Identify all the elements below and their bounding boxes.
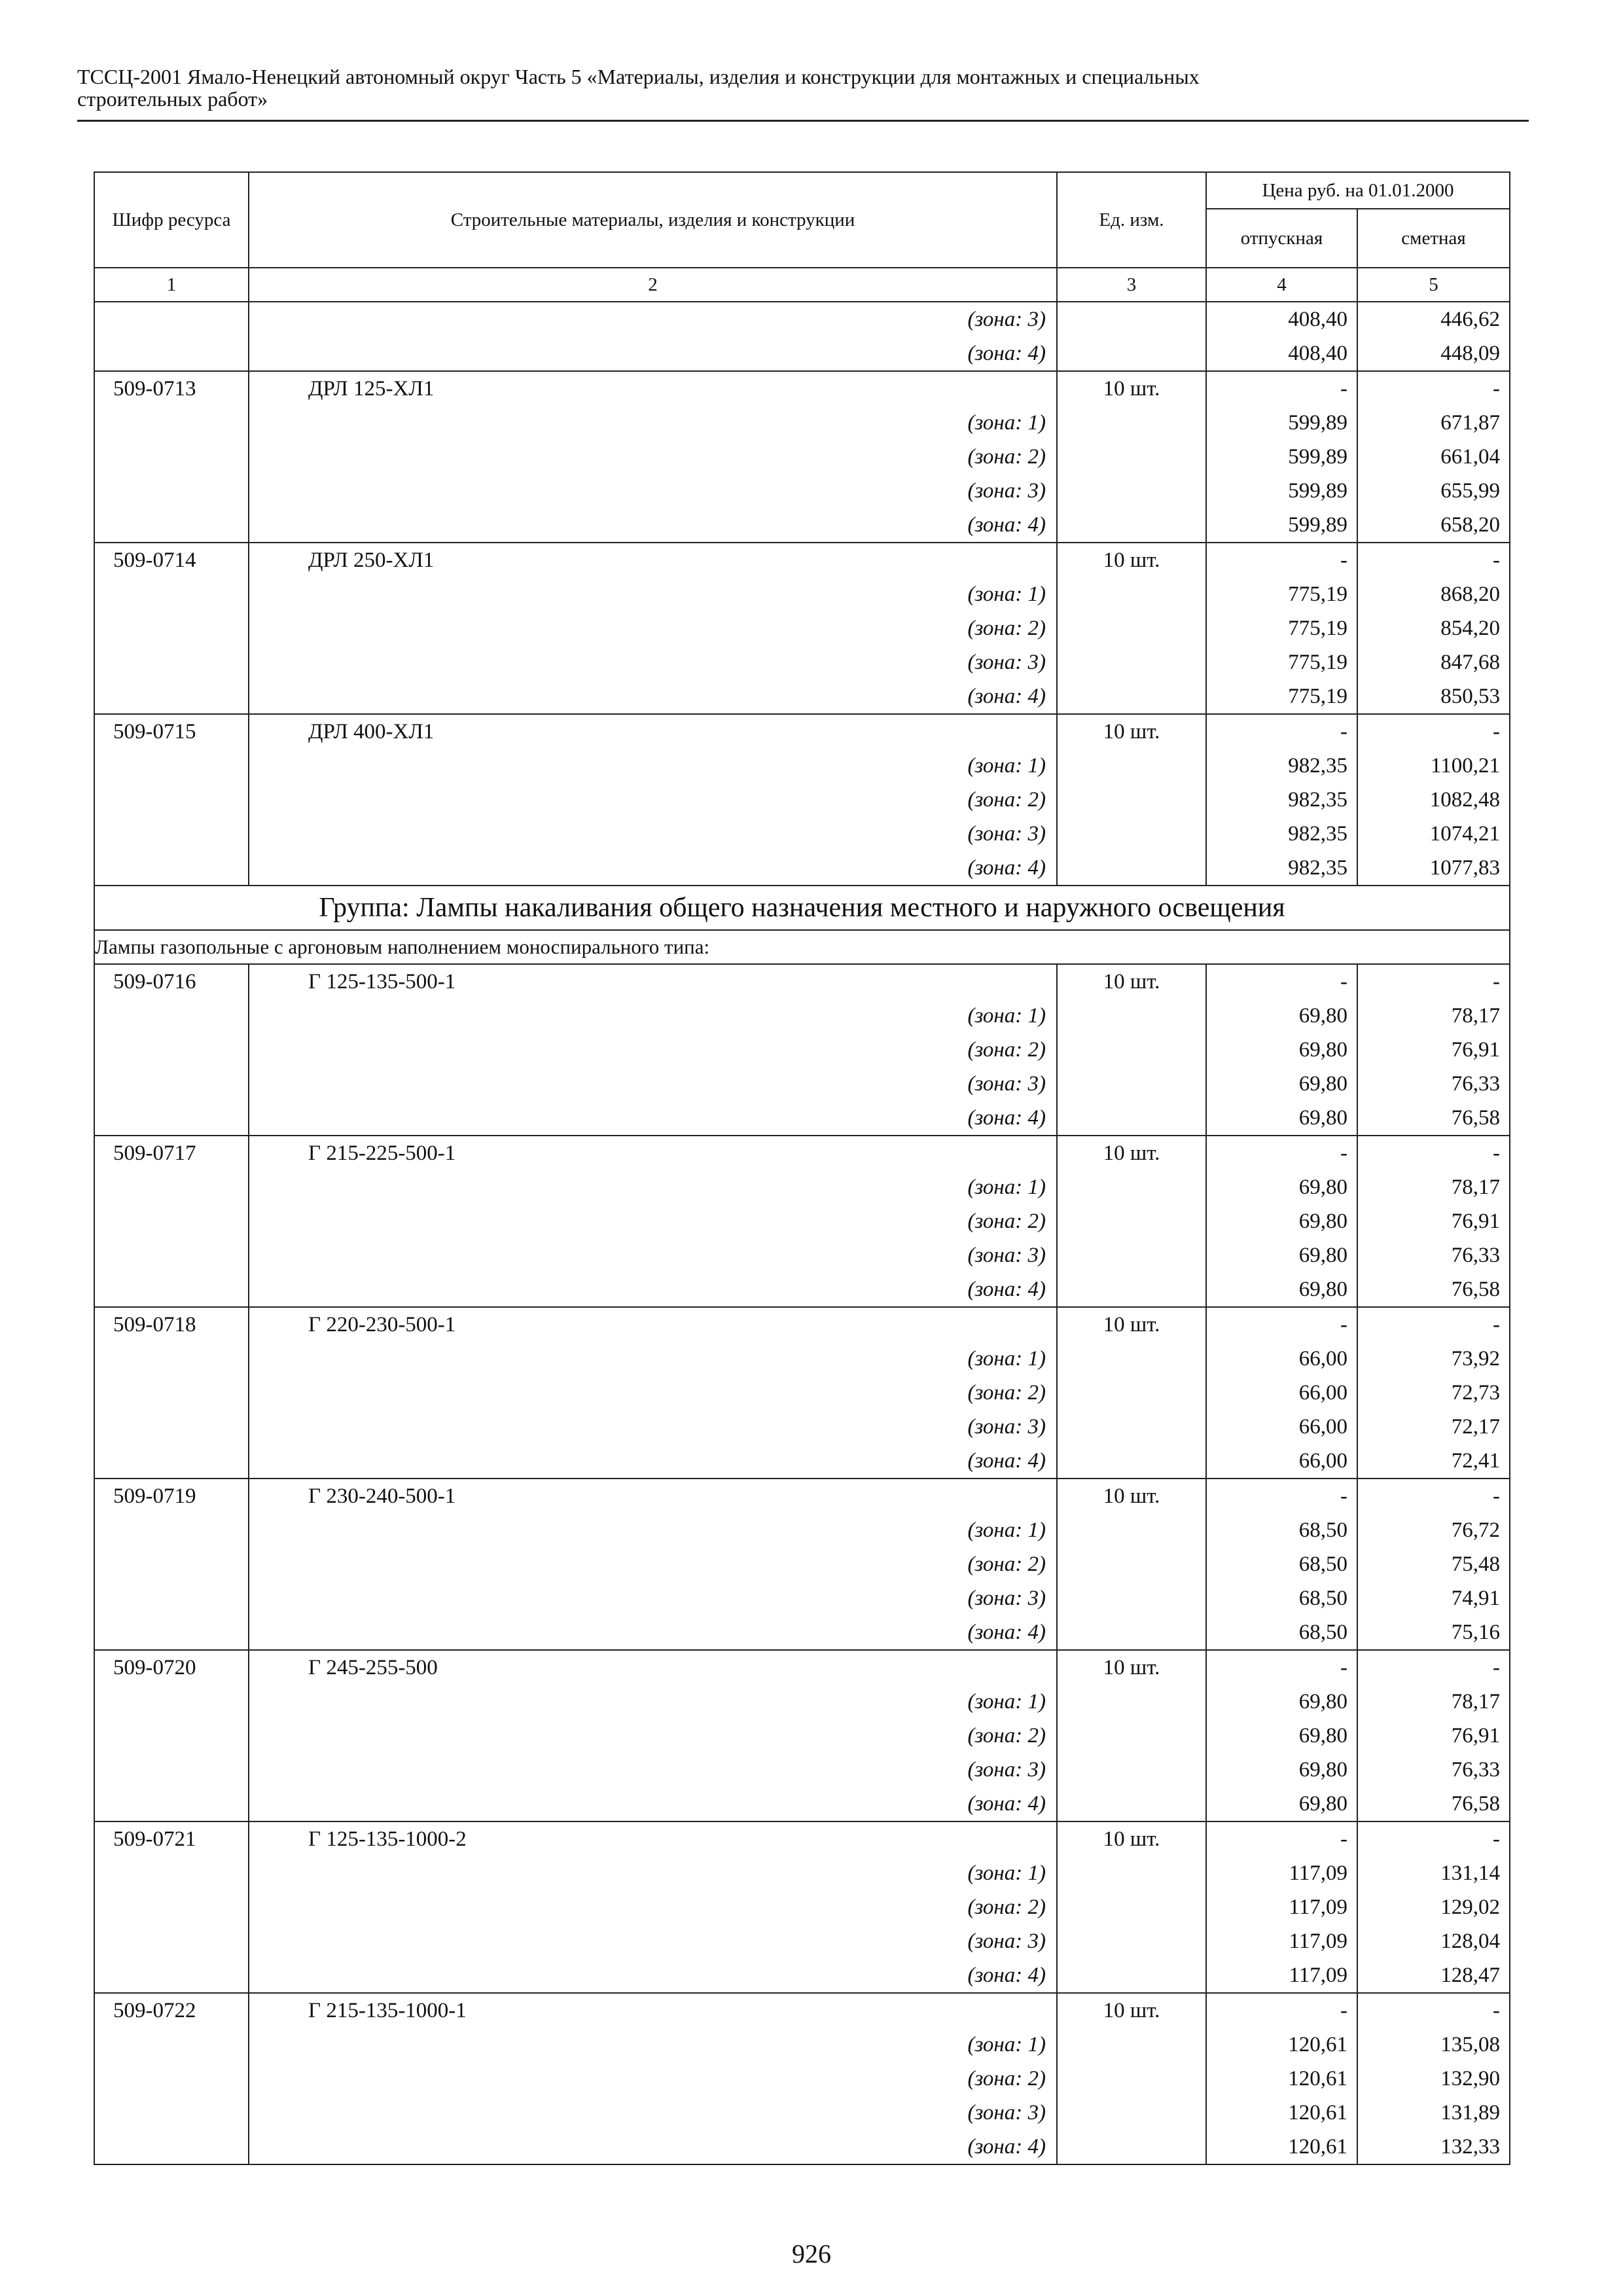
column-numbers-row <box>94 268 1510 302</box>
table-row <box>94 1136 1510 1307</box>
release-price: 117,09 <box>1289 1964 1347 1987</box>
resource-code: 509-0718 <box>113 1313 196 1336</box>
release-price: - <box>1340 1313 1347 1336</box>
material-name-cell <box>249 1821 1057 1993</box>
estimate-price: 131,14 <box>1440 1861 1500 1885</box>
table-row <box>94 371 1510 543</box>
material-name: ДРЛ 250-ХЛ1 <box>308 548 435 572</box>
release-price: 408,40 <box>1288 308 1347 331</box>
col-number: 2 <box>249 268 1057 302</box>
material-name: Г 125-135-1000-2 <box>308 1827 467 1851</box>
zone-label: (зона: 4) <box>967 513 1046 537</box>
zone-label: (зона: 1) <box>967 1690 1046 1713</box>
estimate-price: 76,72 <box>1451 1518 1500 1542</box>
release-price: 120,61 <box>1288 2101 1347 2125</box>
unit-cell <box>1057 714 1206 886</box>
estimate-price: 854,20 <box>1440 617 1500 640</box>
unit-value: 10 шт. <box>1103 1313 1160 1336</box>
material-name: Г 245-255-500 <box>308 1656 438 1679</box>
estimate-price: 1077,83 <box>1429 856 1500 880</box>
release-price: 982,35 <box>1288 856 1347 880</box>
zone-label: (зона: 1) <box>967 754 1046 778</box>
resource-code-cell <box>94 1993 249 2164</box>
zone-label: (зона: 1) <box>967 411 1046 435</box>
release-price-cell <box>1206 371 1357 543</box>
zone-label: (зона: 1) <box>967 1347 1046 1371</box>
material-name-cell <box>249 964 1057 1136</box>
estimate-price: - <box>1493 548 1500 572</box>
estimate-price: 76,91 <box>1451 1038 1500 1062</box>
estimate-price-cell <box>1357 302 1510 371</box>
estimate-price: 76,58 <box>1451 1792 1500 1816</box>
col-header-code: Шифр ресурса <box>94 172 249 268</box>
table-row <box>94 1479 1510 1650</box>
release-price: 69,80 <box>1298 1072 1347 1096</box>
header-line-1: ТССЦ-2001 Ямало-Ненецкий автономный округ Часть 5 «Материалы, изделия и конструкции для монтажных и специальных <box>77 65 1200 88</box>
zone-label: (зона: 1) <box>967 1861 1046 1885</box>
release-price-cell <box>1206 1821 1357 1993</box>
zone-label: (зона: 3) <box>967 479 1046 503</box>
estimate-price: 868,20 <box>1440 583 1500 606</box>
estimate-price: 78,17 <box>1451 1004 1500 1028</box>
estimate-price: 1074,21 <box>1429 822 1500 846</box>
release-price: 68,50 <box>1298 1518 1347 1542</box>
col-number: 3 <box>1057 268 1206 302</box>
release-price-cell <box>1206 1479 1357 1650</box>
zone-label: (зона: 1) <box>967 1175 1046 1199</box>
estimate-price: 76,33 <box>1451 1758 1500 1782</box>
release-price: 775,19 <box>1288 651 1347 674</box>
estimate-price: 1082,48 <box>1429 788 1500 812</box>
header-line-2: строительных работ» <box>77 87 268 111</box>
estimate-price: 76,33 <box>1451 1072 1500 1096</box>
material-name: Г 220-230-500-1 <box>308 1313 456 1336</box>
release-price: 69,80 <box>1298 1244 1347 1267</box>
material-name-cell <box>249 371 1057 543</box>
continuation-row <box>94 302 1510 371</box>
release-price-cell <box>1206 543 1357 714</box>
release-price: 69,80 <box>1298 1106 1347 1130</box>
unit-value: 10 шт. <box>1103 970 1160 994</box>
release-price: 68,50 <box>1298 1621 1347 1644</box>
estimate-price: 661,04 <box>1440 445 1500 469</box>
release-price: - <box>1340 1827 1347 1851</box>
zone-label: (зона: 4) <box>967 342 1046 365</box>
release-price: 66,00 <box>1298 1415 1347 1439</box>
material-name-cell <box>249 302 1057 371</box>
table-row <box>94 964 1510 1136</box>
estimate-price: 76,91 <box>1451 1724 1500 1748</box>
release-price-cell <box>1206 302 1357 371</box>
release-price-cell <box>1206 964 1357 1136</box>
resource-code: 509-0720 <box>113 1656 196 1679</box>
release-price: - <box>1340 1999 1347 2022</box>
price-table <box>94 171 1510 2165</box>
estimate-price: 655,99 <box>1440 479 1500 503</box>
table-row <box>94 1993 1510 2164</box>
estimate-price: - <box>1493 970 1500 994</box>
release-price: 120,61 <box>1288 2033 1347 2056</box>
zone-label: (зона: 4) <box>967 1964 1046 1987</box>
material-name: ДРЛ 400-ХЛ1 <box>308 720 435 744</box>
col-header-estimate: сметная <box>1357 209 1510 268</box>
release-price-cell <box>1206 1307 1357 1479</box>
zone-label: (зона: 3) <box>967 822 1046 846</box>
subgroup-title: Лампы газопольные с аргоновым наполнением моноспирального типа: <box>94 930 1510 964</box>
zone-label: (зона: 2) <box>967 445 1046 469</box>
release-price: 69,80 <box>1298 1792 1347 1816</box>
estimate-price: - <box>1493 1656 1500 1679</box>
resource-code-cell <box>94 714 249 886</box>
release-price-cell <box>1206 1136 1357 1307</box>
material-name: Г 215-135-1000-1 <box>308 1999 467 2022</box>
col-header-name: Строительные материалы, изделия и конструкции <box>249 172 1057 268</box>
zone-label: (зона: 3) <box>967 1415 1046 1439</box>
page-number: 926 <box>792 2239 831 2269</box>
material-name-cell <box>249 543 1057 714</box>
col-number: 4 <box>1206 268 1357 302</box>
zone-label: (зона: 2) <box>967 788 1046 812</box>
unit-cell <box>1057 1479 1206 1650</box>
material-name: ДРЛ 125-ХЛ1 <box>308 377 435 401</box>
estimate-price: 75,16 <box>1451 1621 1500 1644</box>
release-price: 69,80 <box>1298 1004 1347 1028</box>
estimate-price: 128,47 <box>1440 1964 1500 1987</box>
estimate-price-cell <box>1357 1993 1510 2164</box>
material-name: Г 215-225-500-1 <box>308 1141 456 1165</box>
release-price: 66,00 <box>1298 1381 1347 1405</box>
unit-cell <box>1057 371 1206 543</box>
resource-code-cell <box>94 1650 249 1821</box>
material-name-cell <box>249 1993 1057 2164</box>
estimate-price: 671,87 <box>1440 411 1500 435</box>
resource-code: 509-0716 <box>113 970 196 994</box>
zone-label: (зона: 2) <box>967 1724 1046 1748</box>
table-row <box>94 1307 1510 1479</box>
zone-label: (зона: 3) <box>967 308 1046 331</box>
subgroup-title-row <box>94 930 1510 964</box>
release-price-cell <box>1206 1650 1357 1821</box>
release-price: - <box>1340 548 1347 572</box>
estimate-price: 132,33 <box>1440 2135 1500 2159</box>
col-header-unit: Ед. изм. <box>1057 172 1206 268</box>
estimate-price: 448,09 <box>1440 342 1500 365</box>
release-price: 69,80 <box>1298 1724 1347 1748</box>
header-rule <box>77 120 1529 122</box>
estimate-price: 72,73 <box>1451 1381 1500 1405</box>
release-price: 66,00 <box>1298 1347 1347 1371</box>
resource-code: 509-0721 <box>113 1827 196 1851</box>
zone-label: (зона: 1) <box>967 2033 1046 2056</box>
release-price: - <box>1340 970 1347 994</box>
unit-cell <box>1057 1821 1206 1993</box>
group-title: Группа: Лампы накаливания общего назначения местного и наружного освещения <box>94 886 1510 930</box>
unit-cell <box>1057 1136 1206 1307</box>
resource-code-cell <box>94 964 249 1136</box>
resource-code-cell <box>94 302 249 371</box>
zone-label: (зона: 3) <box>967 1758 1046 1782</box>
table-row <box>94 1650 1510 1821</box>
estimate-price-cell <box>1357 1650 1510 1821</box>
unit-cell <box>1057 1307 1206 1479</box>
unit-cell <box>1057 964 1206 1136</box>
estimate-price: 850,53 <box>1440 685 1500 708</box>
zone-label: (зона: 1) <box>967 1004 1046 1028</box>
page-header <box>77 65 1529 110</box>
release-price: 69,80 <box>1298 1175 1347 1199</box>
release-price: 68,50 <box>1298 1587 1347 1610</box>
estimate-price: 72,17 <box>1451 1415 1500 1439</box>
release-price: 69,80 <box>1298 1210 1347 1233</box>
resource-code-cell <box>94 1479 249 1650</box>
release-price: 66,00 <box>1298 1449 1347 1473</box>
estimate-price: 128,04 <box>1440 1929 1500 1953</box>
release-price: 117,09 <box>1289 1861 1347 1885</box>
unit-cell <box>1057 1993 1206 2164</box>
zone-label: (зона: 2) <box>967 617 1046 640</box>
estimate-price: 658,20 <box>1440 513 1500 537</box>
release-price: - <box>1340 1484 1347 1508</box>
release-price: 120,61 <box>1288 2067 1347 2090</box>
estimate-price-cell <box>1357 1307 1510 1479</box>
resource-code-cell <box>94 371 249 543</box>
material-name: Г 125-135-500-1 <box>308 970 456 994</box>
col-number: 1 <box>94 268 249 302</box>
release-price: 775,19 <box>1288 685 1347 708</box>
release-price: 69,80 <box>1298 1690 1347 1713</box>
table-row <box>94 543 1510 714</box>
table-row <box>94 1821 1510 1993</box>
estimate-price: 129,02 <box>1440 1895 1500 1919</box>
estimate-price: - <box>1493 1141 1500 1165</box>
estimate-price: 74,91 <box>1451 1587 1500 1610</box>
estimate-price-cell <box>1357 1136 1510 1307</box>
release-price: - <box>1340 1141 1347 1165</box>
estimate-price-cell <box>1357 964 1510 1136</box>
zone-label: (зона: 3) <box>967 2101 1046 2125</box>
release-price: - <box>1340 377 1347 401</box>
unit-value: 10 шт. <box>1103 1999 1160 2022</box>
release-price: 775,19 <box>1288 583 1347 606</box>
release-price: 117,09 <box>1289 1929 1347 1953</box>
col-number: 5 <box>1357 268 1510 302</box>
table-body-block2 <box>94 964 1510 2164</box>
zone-label: (зона: 3) <box>967 1587 1046 1610</box>
release-price: 599,89 <box>1288 513 1347 537</box>
release-price: 982,35 <box>1288 788 1347 812</box>
resource-code: 509-0722 <box>113 1999 196 2022</box>
unit-value: 10 шт. <box>1103 1656 1160 1679</box>
release-price-cell <box>1206 714 1357 886</box>
unit-value: 10 шт. <box>1103 1484 1160 1508</box>
unit-value: 10 шт. <box>1103 720 1160 744</box>
release-price: 599,89 <box>1288 445 1347 469</box>
unit-cell <box>1057 1650 1206 1821</box>
estimate-price: - <box>1493 1999 1500 2022</box>
zone-label: (зона: 4) <box>967 1449 1046 1473</box>
estimate-price: 78,17 <box>1451 1175 1500 1199</box>
zone-label: (зона: 4) <box>967 685 1046 708</box>
estimate-price-cell <box>1357 543 1510 714</box>
release-price: 775,19 <box>1288 617 1347 640</box>
material-name-cell <box>249 1479 1057 1650</box>
release-price: 982,35 <box>1288 754 1347 778</box>
resource-code: 509-0717 <box>113 1141 196 1165</box>
resource-code: 509-0719 <box>113 1484 196 1508</box>
estimate-price: 132,90 <box>1440 2067 1500 2090</box>
unit-value: 10 шт. <box>1103 377 1160 401</box>
zone-label: (зона: 3) <box>967 1244 1046 1267</box>
release-price: 982,35 <box>1288 822 1347 846</box>
estimate-price: 76,58 <box>1451 1106 1500 1130</box>
resource-code-cell <box>94 1821 249 1993</box>
estimate-price-cell <box>1357 371 1510 543</box>
material-name-cell <box>249 1136 1057 1307</box>
resource-code-cell <box>94 1307 249 1479</box>
table-body-block1 <box>94 302 1510 886</box>
release-price: 599,89 <box>1288 479 1347 503</box>
release-price: - <box>1340 1656 1347 1679</box>
estimate-price: 76,91 <box>1451 1210 1500 1233</box>
zone-label: (зона: 3) <box>967 1072 1046 1096</box>
resource-code-cell <box>94 543 249 714</box>
resource-code: 509-0715 <box>113 720 196 744</box>
release-price: 69,80 <box>1298 1758 1347 1782</box>
resource-code: 509-0714 <box>113 548 196 572</box>
material-name-cell <box>249 714 1057 886</box>
group-title-row <box>94 886 1510 930</box>
estimate-price: 75,48 <box>1451 1552 1500 1576</box>
estimate-price: 131,89 <box>1440 2101 1500 2125</box>
unit-cell <box>1057 543 1206 714</box>
unit-cell <box>1057 302 1206 371</box>
estimate-price: 78,17 <box>1451 1690 1500 1713</box>
zone-label: (зона: 2) <box>967 1210 1046 1233</box>
zone-label: (зона: 3) <box>967 1929 1046 1953</box>
estimate-price-cell <box>1357 714 1510 886</box>
zone-label: (зона: 4) <box>967 1621 1046 1644</box>
unit-value: 10 шт. <box>1103 1141 1160 1165</box>
zone-label: (зона: 4) <box>967 1106 1046 1130</box>
estimate-price: 847,68 <box>1440 651 1500 674</box>
zone-label: (зона: 4) <box>967 1278 1046 1301</box>
zone-label: (зона: 2) <box>967 1552 1046 1576</box>
estimate-price: 72,41 <box>1451 1449 1500 1473</box>
release-price: 117,09 <box>1289 1895 1347 1919</box>
estimate-price: 1100,21 <box>1430 754 1500 778</box>
resource-code-cell <box>94 1136 249 1307</box>
estimate-price: - <box>1493 720 1500 744</box>
table-row <box>94 714 1510 886</box>
estimate-price: 76,33 <box>1451 1244 1500 1267</box>
zone-label: (зона: 4) <box>967 2135 1046 2159</box>
release-price: 69,80 <box>1298 1038 1347 1062</box>
unit-value: 10 шт. <box>1103 548 1160 572</box>
zone-label: (зона: 1) <box>967 1518 1046 1542</box>
release-price: 69,80 <box>1298 1278 1347 1301</box>
resource-code: 509-0713 <box>113 377 196 401</box>
group-header-body <box>94 886 1510 964</box>
col-header-price: Цена руб. на 01.01.2000 <box>1206 172 1510 209</box>
zone-label: (зона: 1) <box>967 583 1046 606</box>
estimate-price: 135,08 <box>1440 2033 1500 2056</box>
release-price: 408,40 <box>1288 342 1347 365</box>
release-price-cell <box>1206 1993 1357 2164</box>
estimate-price: - <box>1493 1827 1500 1851</box>
estimate-price: - <box>1493 1484 1500 1508</box>
estimate-price: - <box>1493 1313 1500 1336</box>
zone-label: (зона: 4) <box>967 856 1046 880</box>
estimate-price-cell <box>1357 1821 1510 1993</box>
zone-label: (зона: 3) <box>967 651 1046 674</box>
estimate-price-cell <box>1357 1479 1510 1650</box>
zone-label: (зона: 2) <box>967 1038 1046 1062</box>
material-name: Г 230-240-500-1 <box>308 1484 456 1508</box>
unit-value: 10 шт. <box>1103 1827 1160 1851</box>
estimate-price: 76,58 <box>1451 1278 1500 1301</box>
release-price: 599,89 <box>1288 411 1347 435</box>
estimate-price: - <box>1493 377 1500 401</box>
release-price: 120,61 <box>1288 2135 1347 2159</box>
release-price: 68,50 <box>1298 1552 1347 1576</box>
zone-label: (зона: 2) <box>967 1381 1046 1405</box>
estimate-price: 73,92 <box>1451 1347 1500 1371</box>
release-price: - <box>1340 720 1347 744</box>
col-header-release: отпускная <box>1206 209 1357 268</box>
zone-label: (зона: 2) <box>967 1895 1046 1919</box>
zone-label: (зона: 4) <box>967 1792 1046 1816</box>
estimate-price: 446,62 <box>1440 308 1500 331</box>
material-name-cell <box>249 1307 1057 1479</box>
zone-label: (зона: 2) <box>967 2067 1046 2090</box>
material-name-cell <box>249 1650 1057 1821</box>
